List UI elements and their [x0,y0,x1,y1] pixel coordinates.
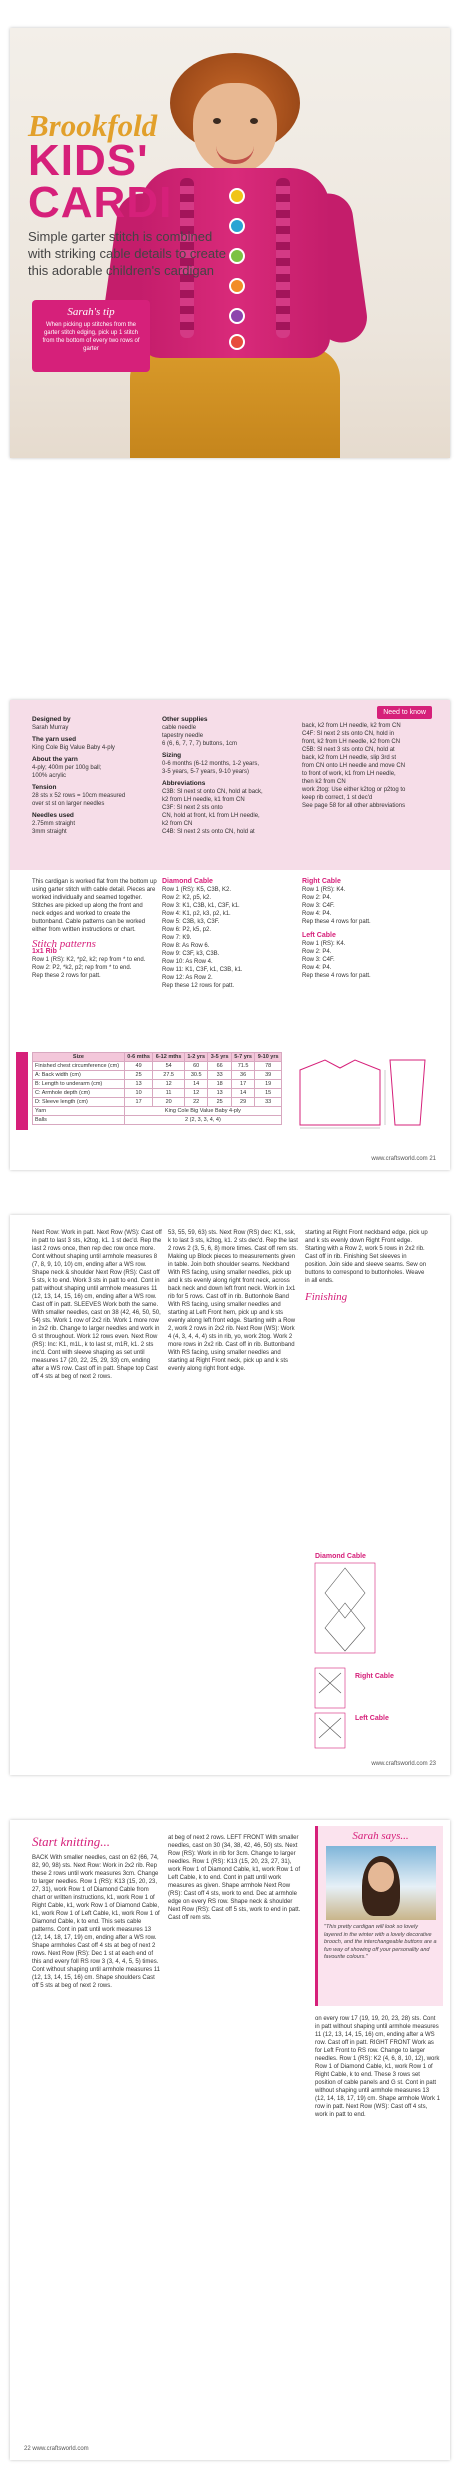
child-eye-right [250,118,258,124]
details-page [10,700,450,1170]
cover-page [10,28,450,458]
table-row: Yarn King Cole Big Value Baby 4-ply [33,1107,282,1116]
table-row: A: Back width (cm) 25 27.5 30.5 33 36 39 [33,1071,282,1080]
child-eye-left [213,118,221,124]
table-row: D: Sleeve length (cm) 17 20 22 25 29 33 [33,1098,282,1107]
start-knitting-title: Start knitting... [32,1834,110,1849]
page-url: www.craftsworld.com 21 [371,1156,436,1162]
p3-col-2: 53, 55, 59, 63) sts. Next Row (RS) dec: K1, ssk, k to last 3 sts, k2tog, k1. 2 sts dec'd. Rep the last 2 rows 2 (3, 5, 6, 8) more times. Cast off rem sts. Making up Block pieces to measurements given in table. Join both shoulder seams. Neckband With RS facing, using smaller needles, pick up and k sts evenly along right front neck, across back neck and down left front neck. Work in 1x1 rib for 5 rows. Cast off in rib. Buttonhole Band With RS facing, using smaller needles and starting at Left Front hem, pick up and k sts evenly along left front edge. Starting with a Row 2, work 2 rows in 2x2 rib. Next Row (WS): Work 4 (4, 3, 4, 4, 4) sts in rib, yo, work 2tog. Work 2 more rows in 2x2 rib. Cast off in rib. Buttonband With RS facing, using smaller needles and starting at Right Front neck, pick up and k sts evenly along right front edge. [168,1230,298,1372]
instructions-page-1 [10,1820,450,2460]
chart-diamond-label: Diamond Cable [315,1553,366,1560]
intro-col: This cardigan is worked flat from the bottom up using garter stitch with cable detail. Pieces are worked individually and seamed together. Stitches are picked up along the front and neck edges and worked to create the buttonband. Cable patterns can be worked either from written instructions or chart. Stitch patterns 1x1 Rib Row 1 (RS): K2, *p2, k2; rep from * to end. Row 2: P2, *k2, p2; rep from * to end. Rep these 2 rows for patt. [32,879,157,979]
diamond-cable-col: Diamond Cable Row 1 (RS): K5, C3B, K2. Row 2: K2, p5, k2. Row 3: K1, C3B, k1, C3F, k1. Row 4: K1, p2, k3, p2, k1. Row 5: C3B, k3, C3F. Row 6: P2, k5, p2. Row 7: K9. Row 8: As Row 6. Row 9: C3F, k3, C3B. Row 10: As Row 4. Row 11: K1, C3F, k1, C3B, k1. Row 12: As Row 2. Rep these 12 rows for patt. [162,878,243,989]
need-to-know-tab: Need to know [377,706,432,719]
measurements-side-label [16,1052,28,1130]
p4-col-1: BACK With smaller needles, cast on 62 (66, 74, 82, 90, 98) sts. Next Row: Work in 2x2 rib. Rep these 2 rows until work measures 3cm. Change to larger needles. Row 1 (RS): K13 (15, 20, 23, 27, 31), work Row 1 of Diamond Cable from chart or written instructions, k1, work Row 1 of Right Cable, k1, work Row 1 of Diamond Cable, k1, work Row 1 of Left Cable, k1, work Row 1 of Diamond Cable, k to end. This sets cable patterns. Cont in patt until work measures 13 (12, 14, 18, 17, 19) cm, ending after a WS row. Shape armholes Cast off 4 sts at beg of next 2 rows. Next Row (RS): Dec 1 st at each end of this and every foll RS row 3 (3, 4, 4, 5, 5) times. Cont without shaping until armhole measures 11 (12, 13, 14, 15, 16) cm. Shape shoulders Cast off 5 sts at beg of next 2 rows. [32,1855,160,1989]
cable-right [276,178,290,338]
table-row: C: Armhole depth (cm) 10 11 12 13 14 15 [33,1089,282,1098]
table-header-row: Size 0-6 mths 6-12 mths 1-2 yrs 3-5 yrs 5-7 yrs 9-10 yrs [33,1053,282,1062]
right-left-cable-col: Right Cable Row 1 (RS): K4. Row 2: P4. Row 3: C4F. Row 4: P4. Rep these 4 rows for patt. Left Cable Row 1 (RS): K4. Row 2: P4. Row 3: C4F. Row 4: P4. Rep these 4 rows for patt. [302,878,371,979]
measurements-table [32,1052,282,1125]
p4-col-2: at beg of next 2 rows. LEFT FRONT With smaller needles, cast on 30 (34, 38, 42, 46, 50) sts. Next Row (RS): Work in rib for 3cm. Change to larger needles. Row 1 (RS): K13 (15, 20, 23, 27, 31), work Row 1 of Diamond Cable, k1, work Row 1 of Left Cable, k to end. Cont in patt until work measures as given. Shape armhole Next Row (RS): Cast off 4 sts, work to end. Dec at armhole edge on every RS row. Shape neck & shoulder Next Row (RS): Cast off 5 sts, work to end in patt. Cast off rem sts. [168,1835,301,1921]
details-col-1: Designed by Sarah Murray The yarn used King Cole Big Value Baby 4-ply About the yarn 4-ply; 400m per 100g ball; 100% acrylic Tension 28 sts x 52 rows = 10cm measured over st st on larger needles Needles used 2.75mm straight 3mm straight [32,716,126,835]
table-row: Balls 2 (2, 3, 3, 4, 4) [33,1116,282,1125]
skirt [130,348,340,458]
cardigan-button [229,334,245,350]
instructions-page-2 [10,1215,450,1775]
chart-left-label: Left Cable [355,1715,389,1722]
sarah-face [368,1862,394,1892]
title-line-cardi: CARDI [28,178,173,227]
p3-col-3: starting at Right Front neckband edge, pick up and k sts evenly down Right Front edge. Starting with a Row 2, work 5 rows in 2x2 rib. Cast off in rib. Finishing Set sleeves in position. Join side and sleeve seams. Sew on buttons to correspond to buttonholes. Weave in all ends. Finishing [305,1230,428,1303]
details-col-3: back, k2 from LH needle, k2 from CN C4F: Sl next 2 sts onto CN, hold in front, k2 from LH needle, k2 from CN C5B: Sl next 3 sts onto CN, hold at back, k2 from LH needle, slip 3rd st from CN onto LH needle and move CN to front of work, k1 from LH needle, then k2 from CN work 2tog: Use either k2tog or p2tog to keep rib correct, 1 st dec'd See page 58 for all other abbreviations [302,723,406,809]
cable-charts [305,1553,430,1753]
title-line-kids: KIDS' [28,136,149,185]
title-script: Brookfold [28,108,158,143]
sarah-photo [326,1846,436,1920]
page-url: 22 www.craftsworld.com [24,2446,89,2452]
table-row: Finished chest circumference (cm) 49 54 60 66 71.5 78 [33,1062,282,1071]
standfirst: Simple garter stitch is combined with striking cable details to create this adorable children's cardigan [28,229,226,278]
cardigan-button [229,188,245,204]
p3-col-1: Next Row: Work in patt. Next Row (WS): Cast off in patt to last 3 sts, k2tog, k1. 1 st dec'd. Rep the last 2 rows once, then rep dec row once more. Cont without shaping until armhole measures 8 (7, 8, 9, 10, 10) cm, ending after a WS row. Shape neck & shoulder Next Row (RS): Cast off 5 sts, k to end. Work 3 sts in patt to end. Cont in patt without shaping until armhole measures 11 (12, 13, 14, 15, 16) cm, ending after a WS row. Cast off in patt. SLEEVES Work both the same. With smaller needles, cast on 38 (42, 46, 50, 50, 54) sts. Work 1 row of 2x2 rib. Work 1 more row in 2x2 rib. Change to larger needles and work in G st throughout. Work 12 rows even. Next Row (RS): Inc: K1, m1L, k to last st, m1R, k1. 2 sts inc'd. Cont with sleeve shaping as set until measures 17 (20, 22, 25, 29, 33) cm, ending after a WS row. Cast off in patt. Shape top Cast off 4 sts at beg of next 2 rows. [32,1230,162,1380]
sarah-says-heading: Sarah says... [352,1830,409,1842]
garment-schematic [295,1050,430,1130]
sarah-quote: "This pretty cardigan will look so lovely layered in the winter with a lovely decorative brooch, and the interchangeable buttons are a fun way of showing off your personality and favourite colours." [324,1924,437,1960]
sarah-says-box [315,1826,443,2006]
tip-box [32,300,150,372]
chart-right-label: Right Cable [355,1673,394,1680]
table-row: B: Length to underarm (cm) 13 12 14 18 17 19 [33,1080,282,1089]
cardigan-button [229,308,245,324]
tip-body: When picking up stitches from the garter stitch edging, pick up 1 stitch from the bottom of every two rows of garter [42,322,140,352]
tip-heading: Sarah's tip [67,306,115,318]
cardigan-button [229,278,245,294]
title-main [28,136,173,227]
page-url: www.craftsworld.com 23 [371,1761,436,1767]
p4-col-3: on every row 17 (19, 19, 20, 23, 28) sts. Cont in patt without shaping until armhole measures 11 (12, 13, 14, 15, 16) cm, ending after a WS row. Cast off in patt. RIGHT FRONT Work as for Left Front to RS row. Change to larger needles. Row 1 (RS): K2 (4, 6, 8, 10, 12), work Row 1 of Diamond Cable, k1, work Row 1 of Right Cable, k to end. These 3 rows set position of cable panels and G st. Cont in patt without shaping until armhole measures 13 (12, 14, 18, 17, 19) cm. Shape armhole Work 1 row in patt. Next Row (WS): Cast off 4 sts, work in patt to end. [315,2016,440,2118]
details-col-2: Other supplies cable needle tapestry needle 6 (6, 6, 7, 7, 7) buttons, 1cm Sizing 0-6 months (6-12 months, 1-2 years, 3-5 years, 5-7 years, 9-10 years) Abbreviations C3B: Sl next st onto CN, hold at back, k2 from LH needle, k1 from CN C3F: Sl next 2 sts onto CN, hold at front, k1 from LH needle, k2 from CN C4B: Sl next 2 sts onto CN, hold at [162,716,263,835]
